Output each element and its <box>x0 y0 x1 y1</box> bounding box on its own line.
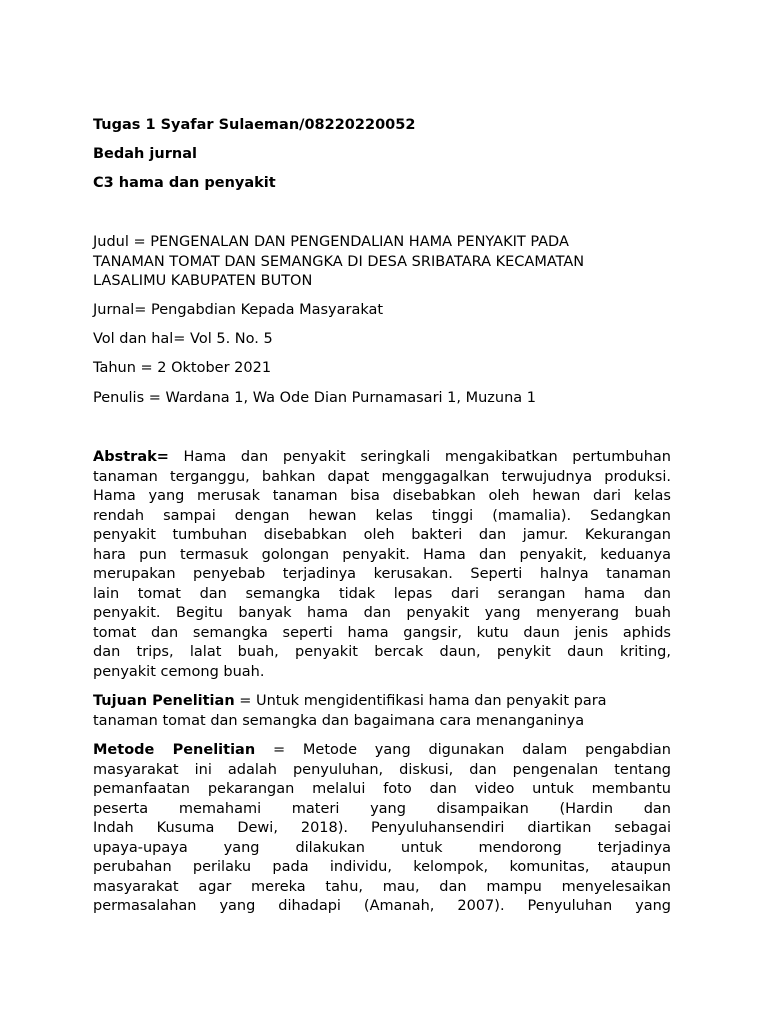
metode-line: pemanfaatan pekarangan melalui foto dan video untuk membantu <box>93 781 671 797</box>
metode-line: masyarakat ini adalah penyuluhan, diskusi, dan pengenalan tentang <box>93 761 671 778</box>
judul-line: Judul = PENGENALAN DAN PENGENDALIAN HAMA PENYAKIT PADA <box>93 234 569 250</box>
metode-label: Metode Penelitian <box>93 742 256 758</box>
abstrak-line: hara pun termasuk golongan penyakit. Hama dan penyakit, keduanya <box>93 546 671 563</box>
subtitle-topic: C3 hama dan penyakit <box>93 175 276 191</box>
abstrak-line: tomat dan semangka seperti hama gangsir, kutu daun jenis aphids <box>93 624 671 641</box>
tujuan-line: tanaman tomat dan semangka dan bagaimana cara menanganinya <box>93 712 585 729</box>
tujuan-line: Tujuan Penelitian = Untuk mengidentifikasi hama dan penyakit para <box>93 693 607 709</box>
tahun-line: Tahun = 2 Oktober 2021 <box>93 360 272 376</box>
metode-line: upaya-upaya yang dilakukan untuk mendorong terjadinya <box>93 839 671 856</box>
abstrak-line: lain tomat dan semangka tidak lepas dari serangan hama dan <box>93 585 671 602</box>
abstrak-line: Abstrak= Hama dan penyakit seringkali mengakibatkan pertumbuhan <box>93 449 671 465</box>
judul-line: TANAMAN TOMAT DAN SEMANGKA DI DESA SRIBATARA KECAMATAN <box>93 253 585 270</box>
abstrak-line: Hama yang merusak tanaman bisa disebabkan oleh hewan dari kelas <box>93 488 671 504</box>
metode-paragraph <box>93 741 671 917</box>
abstrak-line: merupakan penyebab terjadinya kerusakan. Seperti halnya tanaman <box>93 566 671 582</box>
tujuan-paragraph <box>93 692 671 731</box>
metode-line: peserta memahami materi yang disampaikan (Hardin dan <box>93 800 671 817</box>
metode-line: perubahan perilaku pada individu, kelompok, komunitas, ataupun <box>93 859 671 875</box>
subtitle-bedah-jurnal: Bedah jurnal <box>93 146 197 162</box>
penulis-line: Penulis = Wardana 1, Wa Ode Dian Purnamasari 1, Muzuna 1 <box>93 390 537 406</box>
abstrak-line: dan trips, lalat buah, penyakit bercak daun, penykit daun kriting, <box>93 644 671 660</box>
metode-line: masyarakat agar mereka tahu, mau, dan mampu menyelesaikan <box>93 878 671 895</box>
abstrak-label: Abstrak= <box>93 449 169 465</box>
metode-line: permasalahan yang dihadapi (Amanah, 2007). Penyuluhan yang <box>93 898 671 914</box>
abstrak-line: tanaman terganggu, bahkan dapat menggagalkan terwujudnya produksi. <box>93 468 671 485</box>
volume-line: Vol dan hal= Vol 5. No. 5 <box>93 331 273 347</box>
judul-paragraph <box>93 233 671 292</box>
tujuan-label: Tujuan Penelitian <box>93 693 235 709</box>
jurnal-line: Jurnal= Pengabdian Kepada Masyarakat <box>93 302 384 318</box>
assignment-title: Tugas 1 Syafar Sulaeman/08220220052 <box>93 117 416 133</box>
abstrak-line: penyakit. Begitu banyak hama dan penyakit yang menyerang buah <box>93 605 671 621</box>
abstrak-paragraph <box>93 448 671 682</box>
abstrak-line: rendah sampai dengan hewan kelas tinggi (mamalia). Sedangkan <box>93 507 671 524</box>
metode-line: Metode Penelitian = Metode yang digunakan dalam pengabdian <box>93 742 671 758</box>
abstrak-line: penyakit tumbuhan disebabkan oleh bakteri dan jamur. Kekurangan <box>93 527 671 543</box>
metode-line: Indah Kusuma Dewi, 2018). Penyuluhansendiri diartikan sebagai <box>93 820 671 836</box>
judul-line: LASALIMU KABUPATEN BUTON <box>93 273 313 289</box>
abstrak-line: penyakit cemong buah. <box>93 663 265 680</box>
